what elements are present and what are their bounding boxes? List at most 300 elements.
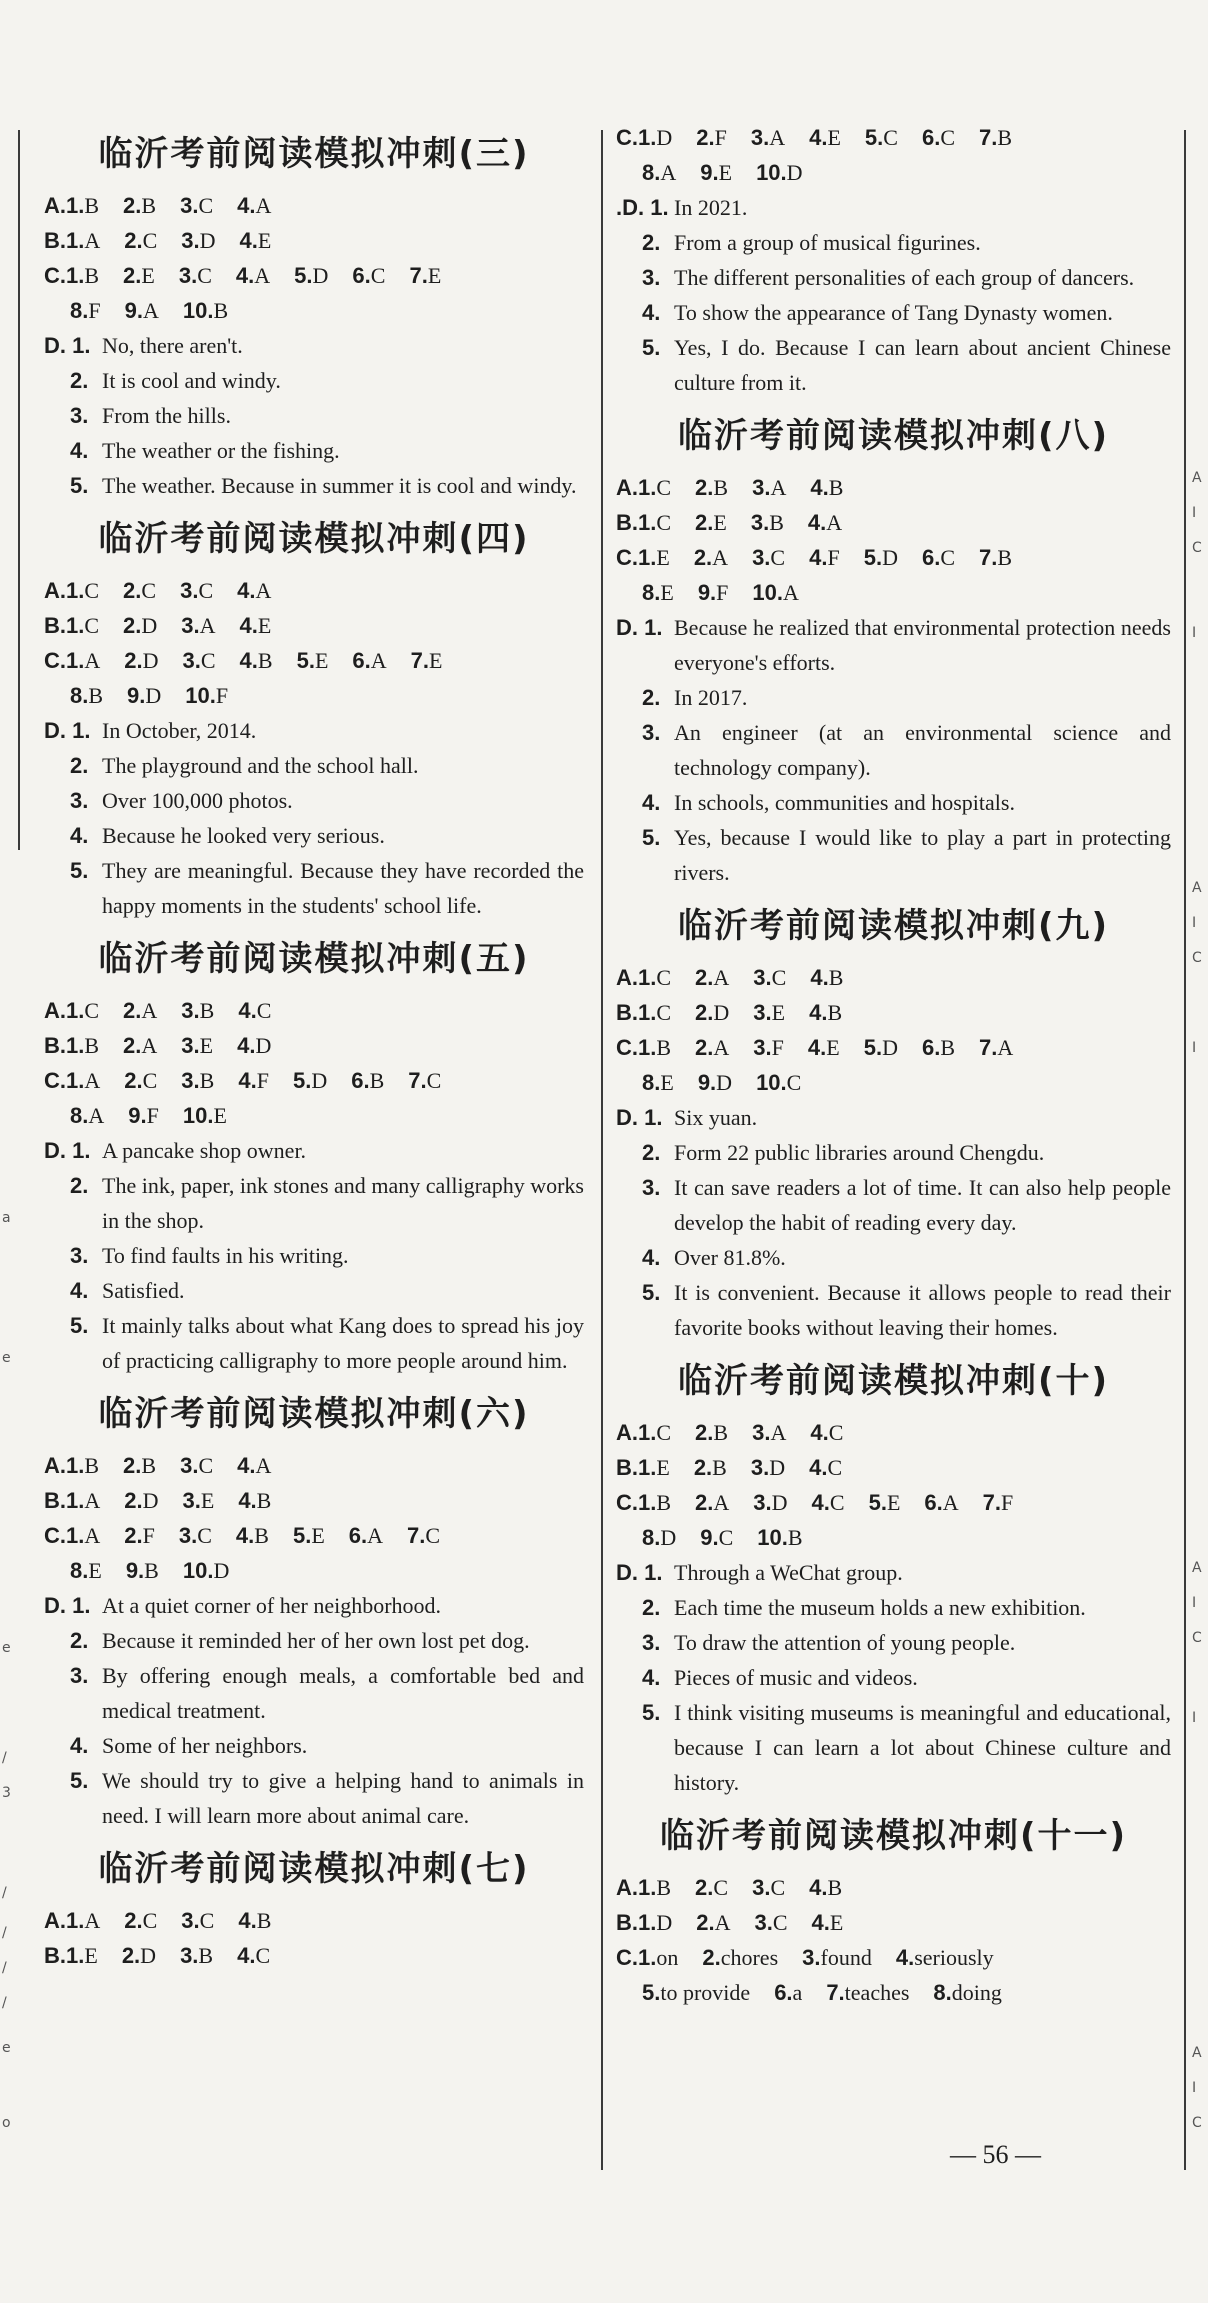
short-answer-item [44, 1728, 584, 1763]
answer-section [616, 1359, 1171, 1800]
answer-item [638, 1420, 671, 1445]
short-answer-number: 5. [642, 1700, 661, 1725]
answer-item [179, 1523, 212, 1548]
answer-value: B [84, 1453, 100, 1478]
short-answer-number: 3. [642, 1630, 661, 1655]
section-title: 临沂考前阅读模拟冲刺(十一) [659, 1816, 1128, 1856]
answer-value: D [882, 545, 898, 570]
section-title: 临沂考前阅读模拟冲刺(九) [677, 906, 1110, 946]
answer-value: A [255, 578, 272, 603]
short-answer-number: D. 1. [44, 333, 91, 358]
short-answer-text: From the hills. [102, 403, 231, 428]
answer-value: C [198, 193, 214, 218]
answer-item [809, 125, 841, 150]
answer-value: B [827, 1875, 843, 1900]
question-number: 9. [697, 1070, 717, 1095]
answer-item [238, 1068, 269, 1093]
answer-value: C [197, 263, 212, 288]
part-label: B. [616, 510, 638, 535]
answer-value: D [199, 228, 216, 253]
answer-value: teaches [844, 1980, 910, 2005]
question-number: 5. [292, 1068, 312, 1093]
question-number: 6. [348, 1523, 368, 1548]
margin-mark: I [1192, 625, 1197, 641]
question-number: 3. [750, 125, 770, 150]
answer-item [66, 578, 99, 603]
answer-item [237, 1943, 270, 1968]
question-number: 1. [638, 1000, 657, 1025]
answer-value: B [84, 263, 100, 288]
answer-value: C [771, 965, 787, 990]
part-label: C. [616, 1945, 638, 1970]
question-number: 2. [695, 1875, 714, 1900]
short-answer-item [616, 1555, 1171, 1590]
answer-value: E [660, 580, 674, 605]
answer-value: C [142, 1068, 158, 1093]
answer-row [616, 1065, 1171, 1100]
answer-item [809, 1875, 842, 1900]
short-answer-text: In 2021. [674, 195, 748, 220]
question-number: 2. [123, 1033, 142, 1058]
answer-item [185, 683, 228, 708]
answer-value: B [997, 545, 1013, 570]
short-answer-number: 3. [70, 788, 89, 813]
answer-value: C [940, 125, 956, 150]
short-answer-item [44, 328, 584, 363]
answer-item [66, 1068, 100, 1093]
answer-value: E [656, 1455, 670, 1480]
short-answer-item [616, 1275, 1171, 1345]
right-margin-rule [1184, 130, 1186, 2170]
answer-item [237, 1033, 271, 1058]
answer-value: C [828, 1420, 844, 1445]
answer-value: F [256, 1068, 269, 1093]
question-number: 9. [700, 1525, 719, 1550]
answer-value: F [716, 580, 729, 605]
short-answer-text: Each time the museum holds a new exhibition. [674, 1595, 1086, 1620]
short-answer-item [616, 680, 1171, 715]
question-number: 3. [750, 1455, 770, 1480]
answer-item [812, 1910, 844, 1935]
answer-value: seriously [914, 1945, 994, 1970]
question-number: 4. [811, 1910, 830, 1935]
answer-row [44, 1903, 584, 1938]
part-label: C. [616, 125, 638, 150]
short-answer-text: By offering enough meals, a comfortable bed and medical treatment. [102, 1663, 584, 1723]
question-number: 5. [292, 1523, 312, 1548]
answer-value: C [656, 510, 672, 535]
answer-value: D [312, 263, 329, 288]
question-number: 1. [638, 125, 657, 150]
part-label: B. [44, 1033, 66, 1058]
part-label: B. [44, 1943, 66, 1968]
answer-item [123, 1033, 157, 1058]
short-answer-number: 3. [642, 1175, 661, 1200]
answer-row [44, 608, 584, 643]
question-number: 4. [810, 475, 829, 500]
short-answer-text: Because he looked very serious. [102, 823, 385, 848]
answer-value: D [660, 1525, 677, 1550]
answer-section [44, 1847, 584, 1973]
answer-item [755, 1910, 788, 1935]
answer-item [698, 1070, 732, 1095]
question-number: 8. [642, 580, 661, 605]
answer-value: doing [951, 1980, 1002, 2005]
section-title: 临沂考前阅读模拟冲刺(八) [677, 416, 1110, 456]
answer-item [638, 1910, 672, 1935]
question-number: 1. [66, 1033, 85, 1058]
part-label: B. [44, 1488, 66, 1513]
margin-mark: I [1192, 1595, 1197, 1611]
question-number: 3. [752, 1420, 771, 1445]
answer-value: A [84, 1488, 101, 1513]
margin-mark: C [1192, 2115, 1202, 2131]
answer-item [695, 965, 729, 990]
part-label: A. [616, 1875, 638, 1900]
answer-value: B [656, 1490, 672, 1515]
answer-value: a [792, 1980, 803, 2005]
question-number: 6. [924, 1490, 943, 1515]
question-number: 7. [979, 125, 998, 150]
question-number: 10. [182, 1103, 214, 1128]
answer-item [757, 1525, 802, 1550]
question-number: 2. [693, 1455, 713, 1480]
answer-item [127, 683, 161, 708]
answer-value: D [141, 613, 158, 638]
answer-value: B [369, 1068, 385, 1093]
question-number: 7. [409, 263, 428, 288]
question-number: 4. [810, 965, 829, 990]
short-answer-item [616, 190, 1171, 225]
short-answer-text: It is cool and windy. [102, 368, 281, 393]
short-answer-item [616, 1135, 1171, 1170]
answer-item [810, 475, 843, 500]
answer-value: E [311, 1523, 325, 1548]
answer-row [616, 470, 1171, 505]
answer-item [979, 1035, 1013, 1060]
answer-value: C [883, 125, 898, 150]
short-answer-number: 3. [642, 720, 661, 745]
short-answer-item [44, 1168, 584, 1238]
answer-row [44, 643, 584, 678]
answer-value: C [772, 1910, 788, 1935]
question-number: 1. [638, 545, 657, 570]
question-number: 3. [181, 228, 200, 253]
answer-item [66, 1488, 100, 1513]
page-number: — 56 — [950, 2140, 1041, 2169]
answer-item [236, 1523, 269, 1548]
short-answer-number: D. 1. [44, 718, 91, 743]
answer-value: E [427, 263, 442, 288]
short-answer-number: 4. [70, 1733, 89, 1758]
part-label: A. [616, 1420, 638, 1445]
question-number: 3. [181, 1068, 200, 1093]
short-answer-item [616, 295, 1171, 330]
answer-item [123, 578, 156, 603]
question-number: 1. [638, 1945, 657, 1970]
answer-value: E [314, 648, 329, 673]
answer-item [123, 613, 157, 638]
answer-row [44, 1448, 584, 1483]
short-answer-text: In October, 2014. [102, 718, 257, 743]
answer-value: B [198, 1943, 214, 1968]
answer-value: B [199, 1068, 215, 1093]
question-number: 2. [124, 1068, 143, 1093]
answer-value: A [84, 1523, 101, 1548]
short-answer-item [616, 1625, 1171, 1660]
part-label: A. [44, 998, 66, 1023]
part-label: B. [44, 228, 66, 253]
short-answer-item [44, 1588, 584, 1623]
answer-item [123, 998, 157, 1023]
part-label: A. [616, 965, 638, 990]
answer-item [702, 1945, 778, 1970]
answer-value: C [426, 1068, 442, 1093]
short-answer-number: D. 1. [616, 1105, 663, 1130]
question-number: 8. [642, 1070, 661, 1095]
answer-value: on [656, 1945, 679, 1970]
answer-value: A [769, 125, 786, 150]
answer-value: A [255, 193, 272, 218]
question-number: 1. [66, 193, 85, 218]
short-answer-number: 2. [642, 685, 661, 710]
answer-item [924, 1490, 958, 1515]
answer-value: D [142, 648, 159, 673]
answer-item [181, 613, 215, 638]
answer-item [809, 1455, 842, 1480]
answer-item [408, 1068, 441, 1093]
short-answer-number: 5. [70, 858, 89, 883]
part-label: C. [44, 1523, 66, 1548]
answer-value: E [718, 160, 733, 185]
question-number: 6. [921, 1035, 941, 1060]
question-number: 1. [66, 1488, 85, 1513]
question-number: 7. [979, 545, 998, 570]
short-answer-text: The playground and the school hall. [102, 753, 419, 778]
question-number: 1. [66, 1068, 85, 1093]
question-number: 2. [696, 125, 715, 150]
answer-item [183, 648, 216, 673]
question-number: 8. [70, 1103, 89, 1128]
answer-value: C [255, 1943, 271, 1968]
answer-value: B [712, 1455, 727, 1480]
part-label: A. [616, 475, 638, 500]
answer-value: D [656, 125, 673, 150]
answer-item [238, 998, 271, 1023]
question-number: 4. [239, 648, 258, 673]
answer-item [70, 683, 103, 708]
answer-value: D [145, 683, 162, 708]
question-number: 4. [809, 1000, 828, 1025]
margin-mark: e [2, 1640, 11, 1656]
short-answer-number: D. 1. [616, 1560, 663, 1585]
question-number: 2. [695, 1420, 714, 1445]
answer-value: C [770, 545, 786, 570]
answer-value: A [997, 1035, 1014, 1060]
answer-item [123, 263, 155, 288]
part-label: B. [44, 613, 66, 638]
answer-value: E [656, 545, 670, 570]
question-number: 3. [752, 545, 771, 570]
question-number: 5. [642, 1980, 661, 2005]
answer-item [240, 648, 273, 673]
short-answer-item [44, 398, 584, 433]
short-answer-text: Through a WeChat group. [674, 1560, 903, 1585]
answer-item [125, 298, 159, 323]
short-answer-text: In schools, communities and hospitals. [674, 790, 1015, 815]
short-answer-item [616, 1695, 1171, 1800]
answer-item [181, 1068, 214, 1093]
margin-mark: a [2, 1210, 11, 1226]
question-number: 6. [774, 1980, 793, 2005]
short-answer-item [616, 715, 1171, 785]
answer-section [44, 1392, 584, 1833]
question-number: 1. [66, 1908, 85, 1933]
answer-row [44, 293, 584, 328]
question-number: 3. [178, 263, 198, 288]
answer-row [44, 1028, 584, 1063]
answer-value: F [771, 1035, 784, 1060]
answer-item [753, 1490, 787, 1515]
question-number: 2. [124, 1523, 143, 1548]
question-number: 3. [754, 1910, 773, 1935]
short-answer-text: Form 22 public libraries around Chengdu. [674, 1140, 1045, 1165]
answer-item [126, 1558, 159, 1583]
answer-value: C [84, 578, 100, 603]
short-answer-item [616, 820, 1171, 890]
answer-item [236, 263, 270, 288]
answer-item [802, 1945, 872, 1970]
answer-item [922, 545, 955, 570]
answer-value: A [142, 298, 159, 323]
short-answer-item [616, 1100, 1171, 1135]
question-number: 6. [921, 125, 941, 150]
answer-row [44, 678, 584, 713]
answer-item [123, 193, 156, 218]
question-number: 10. [757, 1525, 788, 1550]
answer-item [695, 1035, 729, 1060]
answer-item [808, 510, 842, 535]
answer-row [616, 1030, 1171, 1065]
answer-item [66, 193, 99, 218]
answer-value: B [141, 193, 157, 218]
answer-item [869, 1490, 901, 1515]
question-number: 1. [638, 1875, 657, 1900]
answer-value: D [213, 1558, 230, 1583]
question-number: 8. [642, 160, 661, 185]
question-number: 6. [351, 1068, 370, 1093]
question-number: 8. [642, 1525, 661, 1550]
question-number: 3. [178, 1523, 198, 1548]
answer-value: C [256, 998, 272, 1023]
question-number: 10. [756, 160, 787, 185]
question-number: 3. [181, 613, 200, 638]
answer-item [865, 125, 898, 150]
question-number: 2. [123, 578, 142, 603]
answer-value: A [660, 160, 677, 185]
answer-value: B [940, 1035, 956, 1060]
answer-value: B [199, 998, 215, 1023]
short-answer-number: 3. [70, 403, 89, 428]
answer-item [810, 1420, 843, 1445]
answer-item [238, 1908, 271, 1933]
answer-item [695, 1875, 728, 1900]
short-answer-item [44, 363, 584, 398]
answer-item [979, 125, 1012, 150]
answer-item [696, 1910, 730, 1935]
question-number: 5. [868, 1490, 887, 1515]
answer-item [66, 263, 99, 288]
answer-value: C [718, 1525, 734, 1550]
question-number: 4. [237, 1943, 256, 1968]
question-number: 2. [124, 648, 143, 673]
answer-value: E [257, 228, 272, 253]
answer-value: F [88, 298, 101, 323]
short-answer-item [616, 1170, 1171, 1240]
question-number: 6. [352, 648, 371, 673]
answer-value: D [716, 1070, 733, 1095]
answer-value: C [656, 1420, 672, 1445]
answer-item [695, 1490, 729, 1515]
question-number: 3. [753, 1000, 772, 1025]
question-number: 10. [756, 1070, 787, 1095]
answer-item [180, 578, 213, 603]
answer-section [44, 132, 584, 503]
question-number: 3. [181, 1033, 200, 1058]
part-label: A. [44, 193, 66, 218]
question-number: 9. [128, 1103, 147, 1128]
answer-value: D [769, 1455, 786, 1480]
answer-item [66, 1943, 98, 1968]
answer-item [752, 1420, 786, 1445]
answer-value: B [141, 1453, 157, 1478]
margin-mark: / [2, 1925, 7, 1941]
question-number: 3. [752, 1875, 771, 1900]
question-number: 1. [66, 263, 85, 288]
question-number: 1. [66, 1453, 85, 1478]
answer-value: C [370, 263, 386, 288]
answer-value: C [198, 1453, 214, 1478]
answer-item [751, 1455, 785, 1480]
answer-item [983, 1490, 1014, 1515]
short-answer-text: They are meaningful. Because they have recorded the happy moments in the students' school life. [102, 858, 584, 918]
question-number: 4. [239, 613, 258, 638]
short-answer-text: Over 81.8%. [674, 1245, 786, 1270]
question-number: 1. [638, 1455, 657, 1480]
answer-value: A [84, 648, 101, 673]
answer-value: A [84, 1908, 101, 1933]
answer-value: D [882, 1035, 898, 1060]
answer-item [240, 613, 272, 638]
margin-mark: A [1192, 470, 1202, 486]
answer-value: C [199, 1908, 215, 1933]
question-number: 4. [239, 228, 258, 253]
answer-value: E [88, 1558, 102, 1583]
answer-row [44, 258, 584, 293]
question-number: 3. [802, 1945, 821, 1970]
answer-item [293, 1068, 327, 1093]
margin-mark: / [2, 1750, 7, 1766]
margin-mark: 3 [2, 1785, 11, 1801]
answer-item [638, 965, 671, 990]
answer-value: B [256, 1908, 272, 1933]
answer-item [752, 475, 786, 500]
answer-section [616, 414, 1171, 890]
part-label: C. [616, 545, 638, 570]
question-number: 9. [700, 160, 719, 185]
answer-row [616, 1485, 1171, 1520]
answer-item [922, 125, 955, 150]
